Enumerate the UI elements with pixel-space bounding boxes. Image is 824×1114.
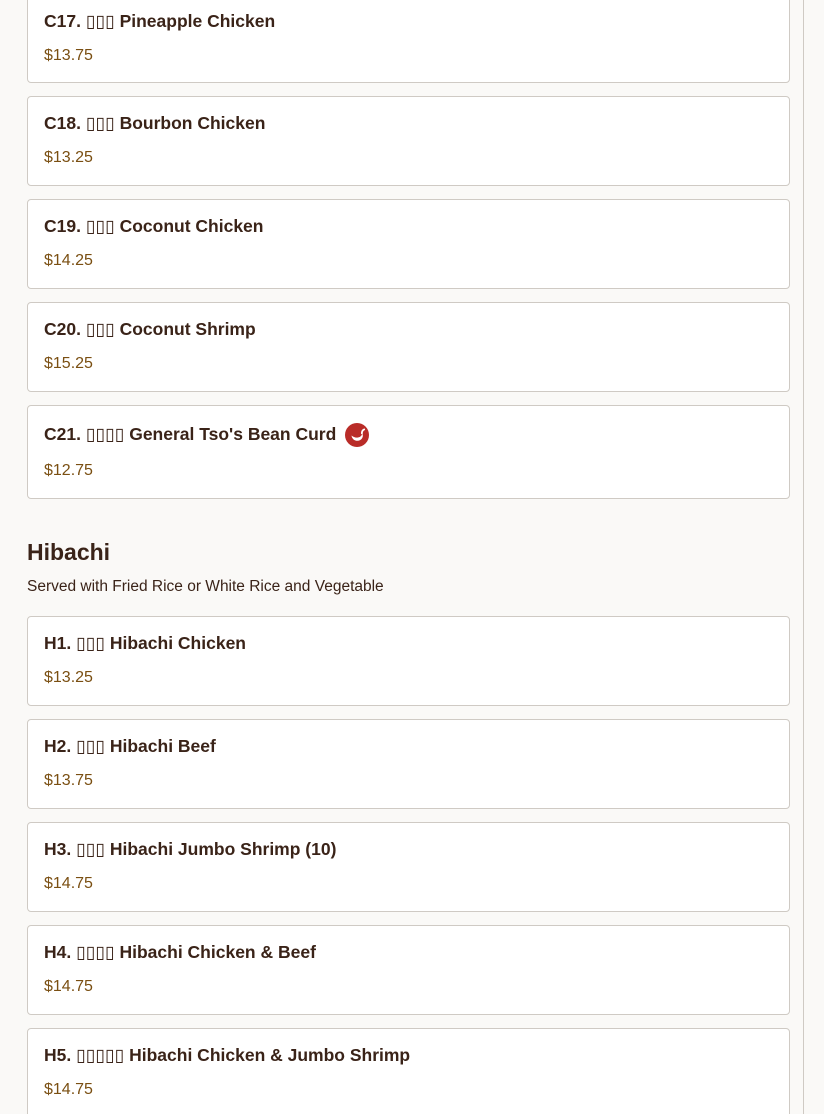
- menu-item-price: $14.75: [44, 1081, 93, 1098]
- section-description: Served with Fried Rice or White Rice and Vegetable: [27, 578, 384, 595]
- menu-item-price: $14.25: [44, 252, 93, 269]
- menu-item-c17[interactable]: [27, 0, 790, 83]
- menu-item-c19[interactable]: [27, 199, 790, 289]
- chili-pepper-icon: [345, 423, 369, 447]
- menu-item-price: $13.25: [44, 669, 93, 686]
- menu-item-price: $13.75: [44, 47, 93, 64]
- menu-item-title: H1. ▯▯▯ Hibachi Chicken: [44, 633, 246, 653]
- menu-item-title: H3. ▯▯▯ Hibachi Jumbo Shrimp (10): [44, 839, 337, 859]
- menu-item-h1[interactable]: [27, 616, 790, 706]
- menu-item-price: $13.25: [44, 149, 93, 166]
- menu-item-h3[interactable]: [27, 822, 790, 912]
- menu-item-c18[interactable]: [27, 96, 790, 186]
- menu-item-title: C18. ▯▯▯ Bourbon Chicken: [44, 113, 266, 133]
- menu-item-h4[interactable]: [27, 925, 790, 1015]
- menu-item-price: $12.75: [44, 462, 93, 479]
- menu-item-c20[interactable]: [27, 302, 790, 392]
- menu-item-title: C19. ▯▯▯ Coconut Chicken: [44, 216, 264, 236]
- menu-item-h5[interactable]: [27, 1028, 790, 1114]
- menu-item-price: $14.75: [44, 978, 93, 995]
- menu-item-title-row: [44, 422, 369, 446]
- menu-item-price: $14.75: [44, 875, 93, 892]
- menu-item-title: C21. ▯▯▯▯ General Tso's Bean Curd: [44, 423, 337, 444]
- section-title-hibachi: Hibachi: [27, 539, 111, 565]
- menu-item-price: $15.25: [44, 355, 93, 372]
- menu-item-title: H4. ▯▯▯▯ Hibachi Chicken & Beef: [44, 942, 316, 962]
- menu-item-title: H5. ▯▯▯▯▯ Hibachi Chicken & Jumbo Shrimp: [44, 1045, 411, 1065]
- menu-item-title: H2. ▯▯▯ Hibachi Beef: [44, 736, 216, 756]
- menu-item-h2[interactable]: [27, 719, 790, 809]
- page-edge-divider: [803, 0, 804, 1114]
- menu-item-title: C17. ▯▯▯ Pineapple Chicken: [44, 11, 276, 31]
- menu-item-title: C20. ▯▯▯ Coconut Shrimp: [44, 319, 256, 339]
- menu-item-price: $13.75: [44, 772, 93, 789]
- menu-item-c21[interactable]: [27, 405, 790, 499]
